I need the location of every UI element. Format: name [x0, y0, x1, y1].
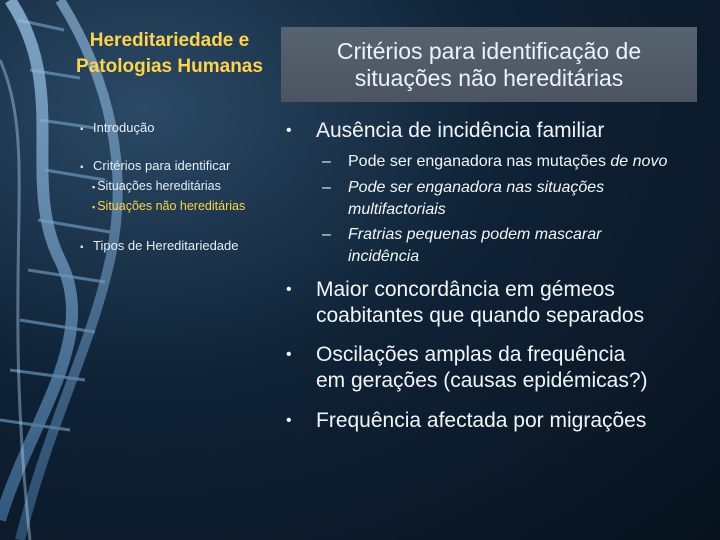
bullet-item: • Ausência de incidência familiar	[286, 119, 605, 142]
dash-icon: –	[322, 179, 331, 196]
bullet-item: • Frequência afectada por migrações	[286, 409, 647, 432]
bullet-icon: ▪	[92, 182, 96, 192]
bullet-icon: ▪	[92, 202, 96, 212]
bullet-icon: ▪	[80, 242, 84, 253]
sidebar-subitem-hereditarias[interactable]: ▪ Situações hereditárias	[92, 179, 221, 193]
bullet-icon: •	[286, 122, 292, 139]
sub-bullet-item: – Pode ser enganadora nas situações multifactoriais	[322, 179, 605, 218]
bullet-icon: ▪	[80, 124, 84, 135]
sub-bullet-item: – Fratrias pequenas podem mascarar incidência	[322, 226, 602, 265]
sidebar-item-tipos[interactable]: ▪ Tipos de Hereditariedade	[80, 238, 239, 253]
bullet-icon: •	[286, 281, 292, 298]
bullet-icon: ▪	[80, 162, 84, 173]
sidebar-subitem-nao-hereditarias[interactable]: ▪ Situações não hereditárias	[92, 199, 246, 213]
dash-icon: –	[322, 153, 331, 170]
page-title-line: Critérios para identificação de	[336, 37, 642, 64]
bullet-item: • Maior concordância em gémeos coabitantes que quando separados	[286, 278, 645, 327]
bullet-icon: •	[286, 412, 292, 429]
page-title	[281, 27, 697, 102]
sidebar-title: Hereditariedade e Patologias Humanas	[76, 30, 263, 77]
dash-icon: –	[322, 226, 331, 243]
dna-helix-decoration	[0, 0, 270, 540]
sidebar-item-criterios[interactable]: ▪ Critérios para identificar	[80, 158, 231, 173]
sub-bullet-item: – Pode ser enganadora nas mutações de novo	[322, 151, 667, 173]
bullet-icon: •	[286, 346, 292, 363]
bullet-item: • Oscilações amplas da frequência em gerações (causas epidémicas?)	[286, 343, 648, 392]
page-title-line: situações não hereditárias	[354, 64, 624, 91]
sidebar-item-introducao[interactable]: ▪ Introdução	[80, 120, 155, 135]
